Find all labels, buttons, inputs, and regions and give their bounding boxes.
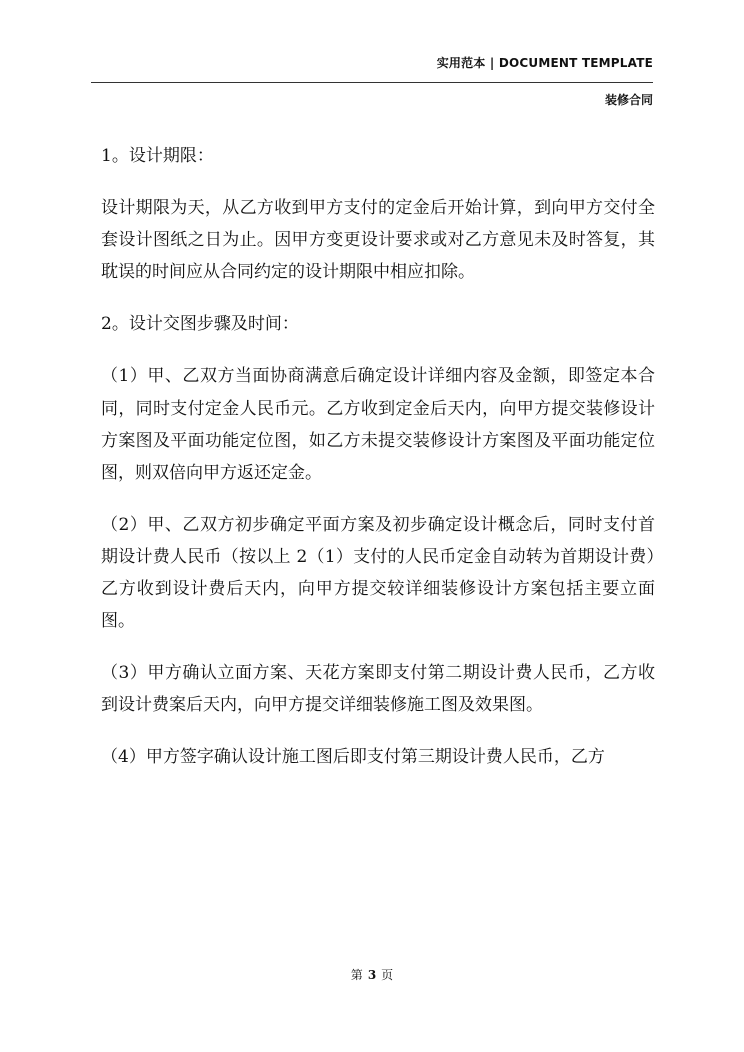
- page-label-prefix: 第: [350, 968, 363, 982]
- page-number: 3: [367, 968, 377, 982]
- header-divider: [91, 82, 653, 83]
- paragraph-step-3: （3）甲方确认立面方案、天花方案即支付第二期设计费人民币，乙方收到设计费案后天内，向甲方提交详细装修施工图及效果图。: [101, 663, 655, 716]
- page-label-suffix: 页: [381, 968, 394, 982]
- document-body: [101, 140, 655, 794]
- paragraph-step-2: （2）甲、乙双方初步确定平面方案及初步确定设计概念后，同时支付首期设计费人民币（按以上 2（1）支付的人民币定金自动转为首期设计费）乙方收到设计费后天内，向甲方提交较详细装修设计方案包括主要立面图。: [101, 514, 655, 632]
- paragraph-step-4: （4）甲方签字确认设计施工图后即支付第三期设计费人民币，乙方: [101, 747, 605, 768]
- page-footer: [0, 966, 744, 983]
- section-heading-delivery-steps: 2。设计交图步骤及时间：: [101, 314, 299, 335]
- header-subtitle: 装修合同: [604, 93, 653, 107]
- header-title: 实用范本 | DOCUMENT TEMPLATE: [436, 56, 653, 70]
- paragraph-step-1: （1）甲、乙双方当面协商满意后确定设计详细内容及金额，即签定本合同，同时支付定金人民币元。乙方收到定金后天内，向甲方提交装修设计方案图及平面功能定位图，如乙方未提交装修设计方案图及平面功能定位图，则双倍向甲方返还定金。: [101, 366, 655, 483]
- paragraph-design-period: 设计期限为天，从乙方收到甲方支付的定金后开始计算，到向甲方交付全套设计图纸之日为止。因甲方变更设计要求或对乙方意见未及时答复，其耽误的时间应从合同约定的设计期限中相应扣除。: [101, 198, 655, 283]
- section-heading-design-period: 1。设计期限：: [101, 146, 214, 166]
